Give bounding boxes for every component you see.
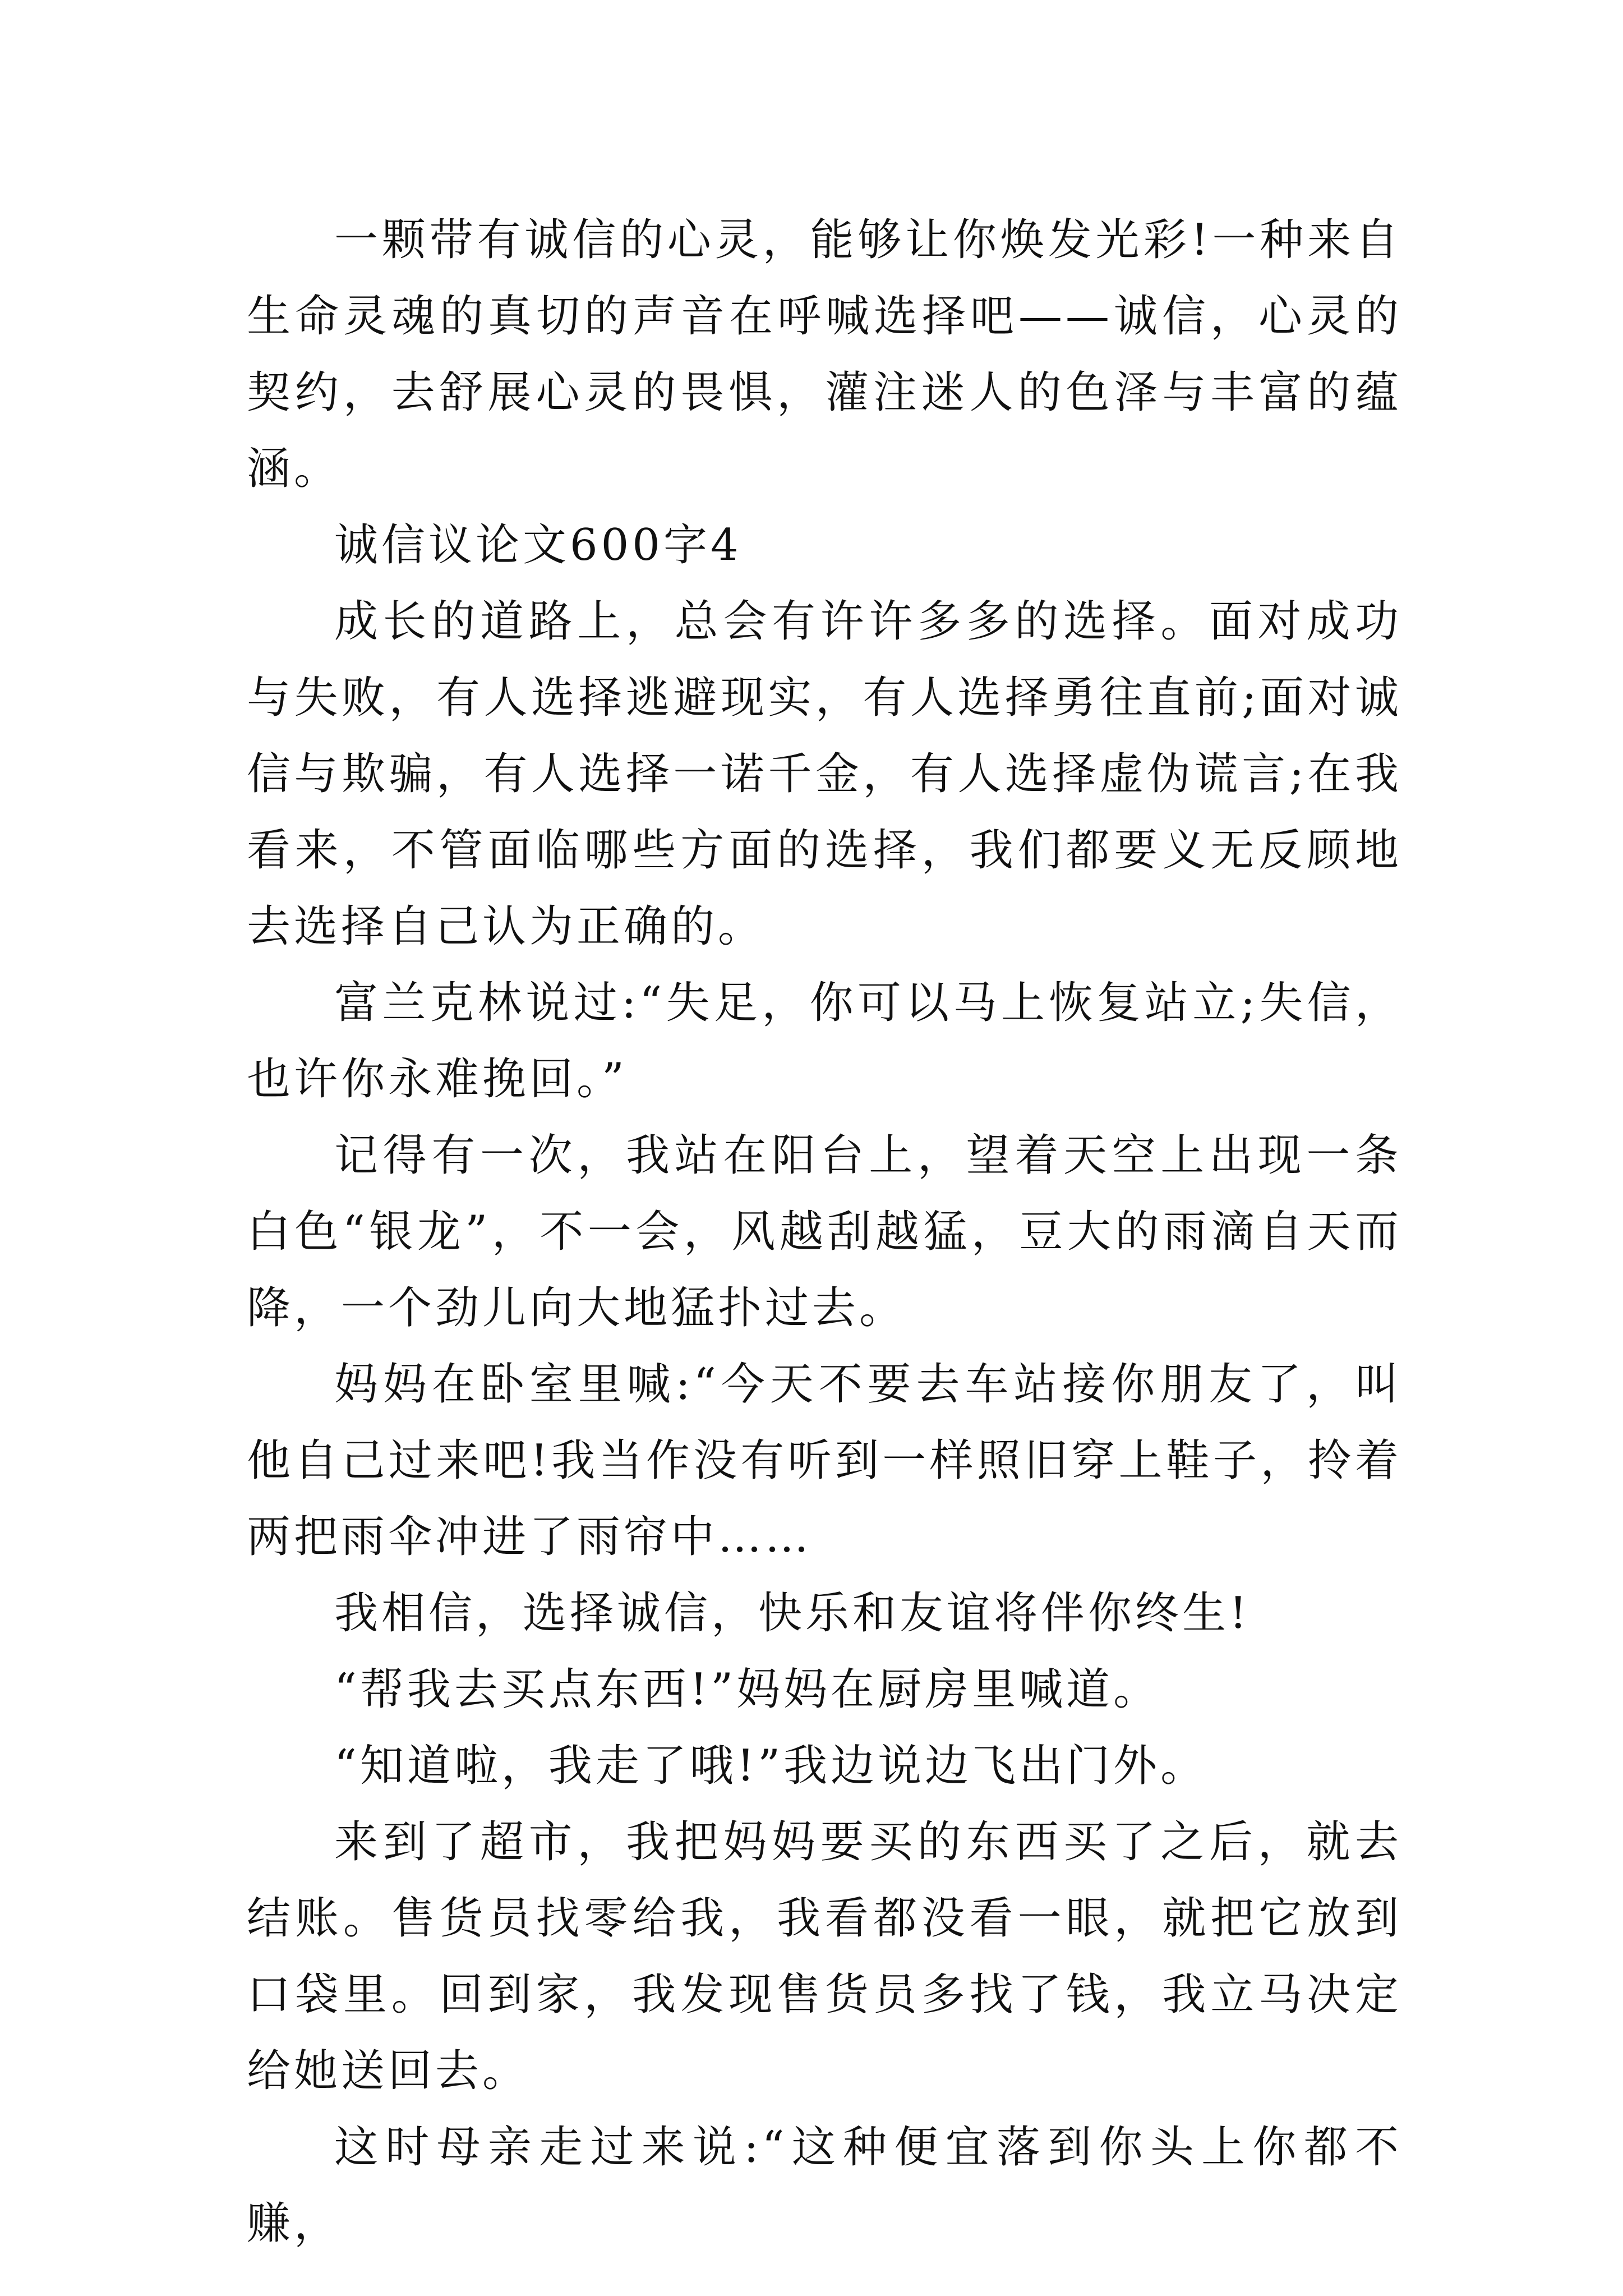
paragraph-franklin-quote: 富兰克林说过:“失足，你可以马上恢复站立;失信，也许你永难挽回。” <box>247 978 1402 1105</box>
paragraph-supermarket: 来到了超市，我把妈妈要买的东西买了之后，就去结账。售货员找零给我，我看都没看一眼，就把它放到口袋里。回到家，我发现售货员多找了钱，我立马决定给她送回去。 <box>247 1817 1402 2096</box>
essay-heading: 诚信议论文600字4 <box>334 520 742 570</box>
paragraph-intro: 一颗带有诚信的心灵，能够让你焕发光彩!一种来自生命灵魂的真切的声音在呼喊选择吧——诚信，心灵的契约，去舒展心灵的畏惧，灌注迷人的色泽与丰富的蕴涵。 <box>247 215 1402 494</box>
paragraph-mother-remark: 这时母亲走过来说:“这种便宜落到你头上你都不赚， <box>247 2122 1402 2249</box>
paragraph-choices: 成长的道路上，总会有许许多多的选择。面对成功与失败，有人选择逃避现实，有人选择勇往直前;面对诚信与欺骗，有人选择一诺千金，有人选择虚伪谎言;在我看来，不管面临哪些方面的选择，我们都要义无反顾地去选择自己认为正确的。 <box>247 596 1402 952</box>
paragraph-storm: 记得有一次，我站在阳台上，望着天空上出现一条白色“银龙”，不一会，风越刮越猛，豆大的雨滴自天而降，一个劲儿向大地猛扑过去。 <box>247 1130 1402 1333</box>
paragraph-errand-request: “帮我去买点东西!”妈妈在厨房里喊道。 <box>334 1664 1161 1715</box>
paragraph-belief: 我相信，选择诚信，快乐和友谊将伴你终生! <box>334 1588 1251 1639</box>
paragraph-mother-calls: 妈妈在卧室里喊:“今天不要去车站接你朋友了，叫他自己过来吧!我当作没有听到一样照旧穿上鞋子，拎着两把雨伞冲进了雨帘中…… <box>247 1359 1402 1562</box>
paragraph-leaving: “知道啦，我走了哦!”我边说边飞出门外。 <box>334 1741 1208 1791</box>
essay-body <box>247 202 1402 2262</box>
